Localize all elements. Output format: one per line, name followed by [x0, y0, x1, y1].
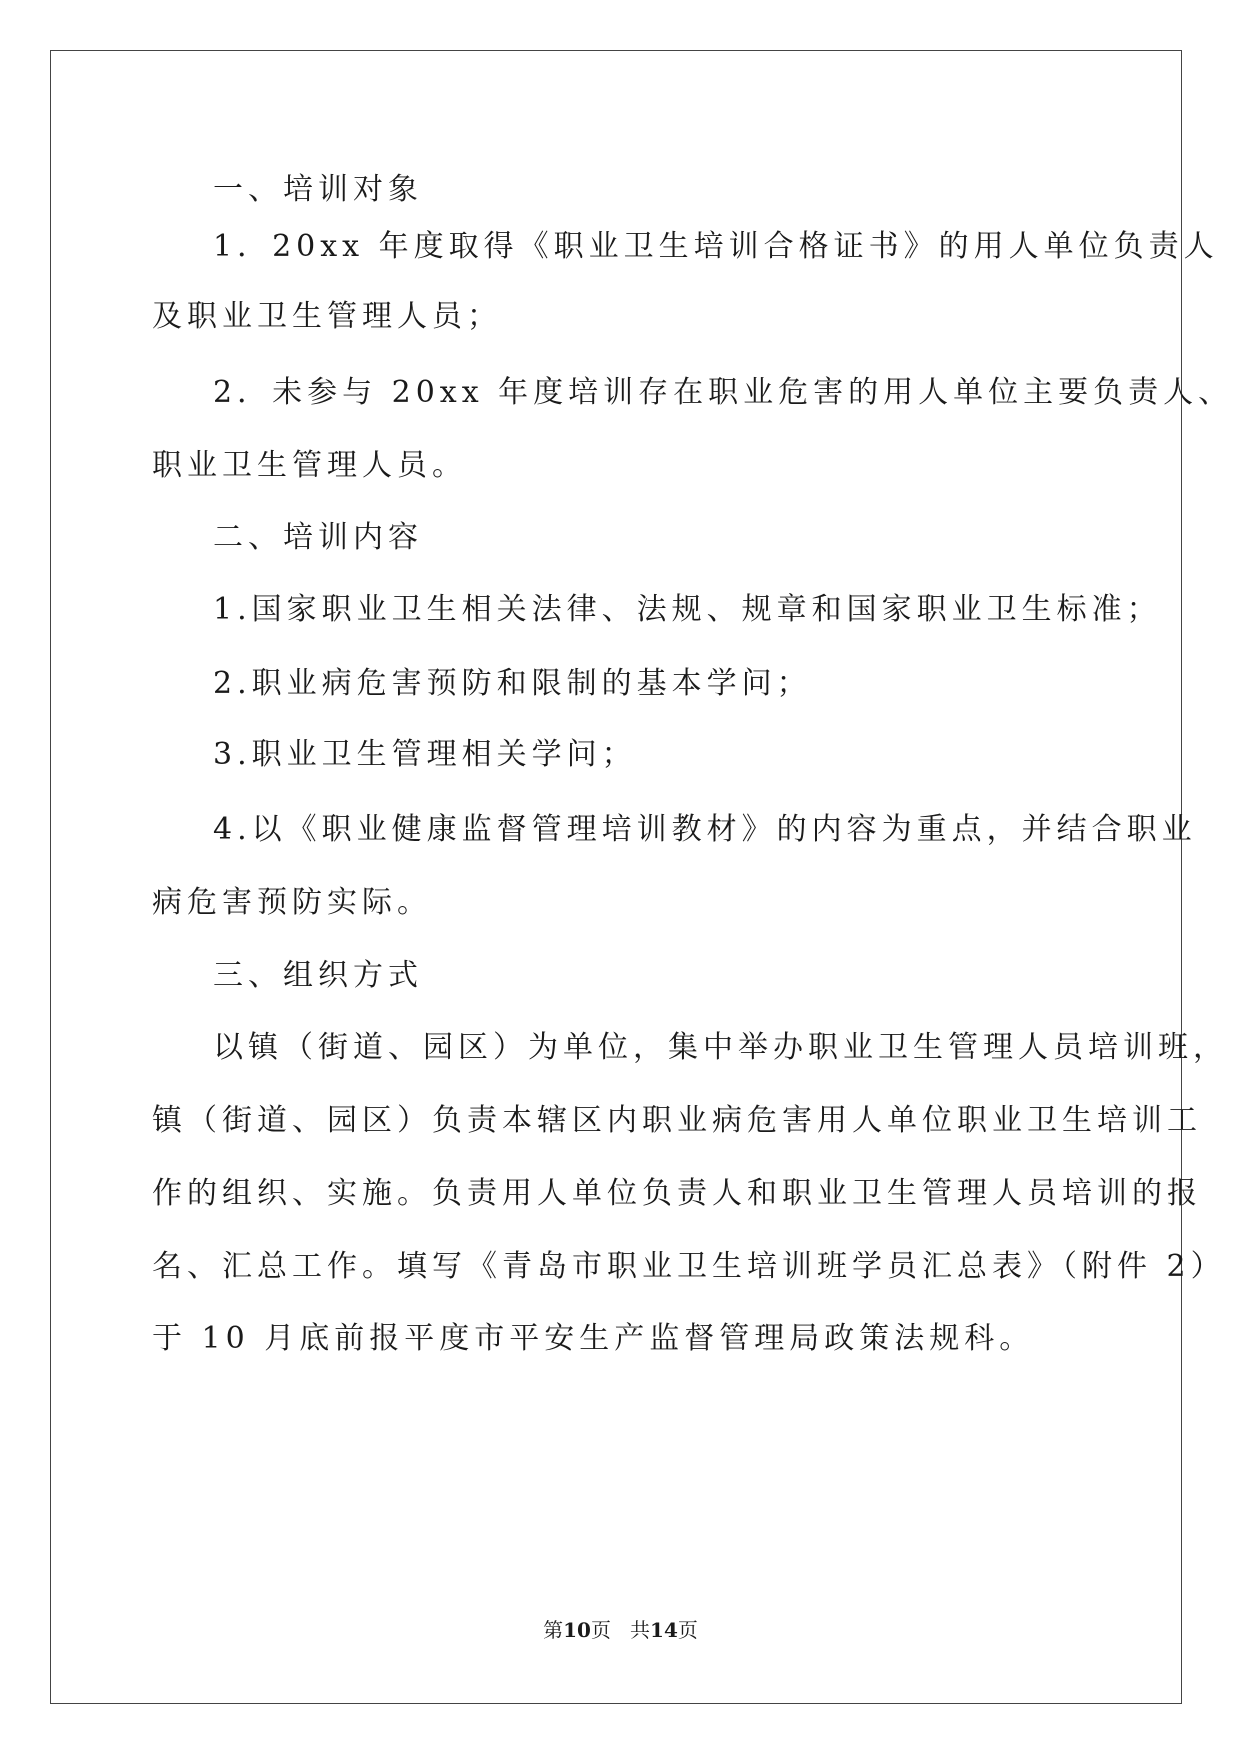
paragraph-line: 以镇（街道、园区）为单位，集中举办职业卫生管理人员培训班， — [213, 1030, 1228, 1065]
heading-training-target: 一、培训对象 — [213, 172, 423, 207]
paragraph-line: 作的组织、实施。负责用人单位负责人和职业卫生管理人员培训的报 — [152, 1176, 1202, 1211]
paragraph-line: 及职业卫生管理人员； — [152, 299, 502, 334]
paragraph-line: 于 10 月底前报平度市平安生产监督管理局政策法规科。 — [152, 1321, 1035, 1356]
paragraph-line: 镇（街道、园区）负责本辖区内职业病危害用人单位职业卫生培训工 — [152, 1103, 1202, 1138]
page-prefix: 第 — [543, 1618, 564, 1642]
paragraph-line: 1．20xx 年度取得《职业卫生培训合格证书》的用人单位负责人 — [213, 229, 1219, 264]
page-current: 10 — [563, 1618, 591, 1642]
page-footer — [0, 1618, 1241, 1642]
paragraph-line: 职业卫生管理人员。 — [152, 448, 467, 483]
page-suffix: 页 — [590, 1618, 611, 1642]
paragraph-line: 2．未参与 20xx 年度培训存在职业危害的用人单位主要负责人、 — [213, 375, 1234, 410]
paragraph-line: 名、汇总工作。填写《青岛市职业卫生培训班学员汇总表》（附件 2） — [152, 1249, 1226, 1284]
list-item: 4.以《职业健康监督管理培训教材》的内容为重点，并结合职业 — [213, 812, 1197, 847]
list-item: 3.职业卫生管理相关学问； — [213, 737, 637, 772]
heading-organization: 三、组织方式 — [213, 958, 423, 993]
list-item: 2.职业病危害预防和限制的基本学问； — [213, 666, 812, 701]
page-total: 14 — [650, 1618, 678, 1642]
total-prefix: 共 — [630, 1618, 651, 1642]
list-item: 1.国家职业卫生相关法律、法规、规章和国家职业卫生标准； — [213, 592, 1162, 627]
heading-training-content: 二、培训内容 — [213, 520, 423, 555]
total-suffix: 页 — [677, 1618, 698, 1642]
paragraph-line: 病危害预防实际。 — [152, 885, 432, 920]
